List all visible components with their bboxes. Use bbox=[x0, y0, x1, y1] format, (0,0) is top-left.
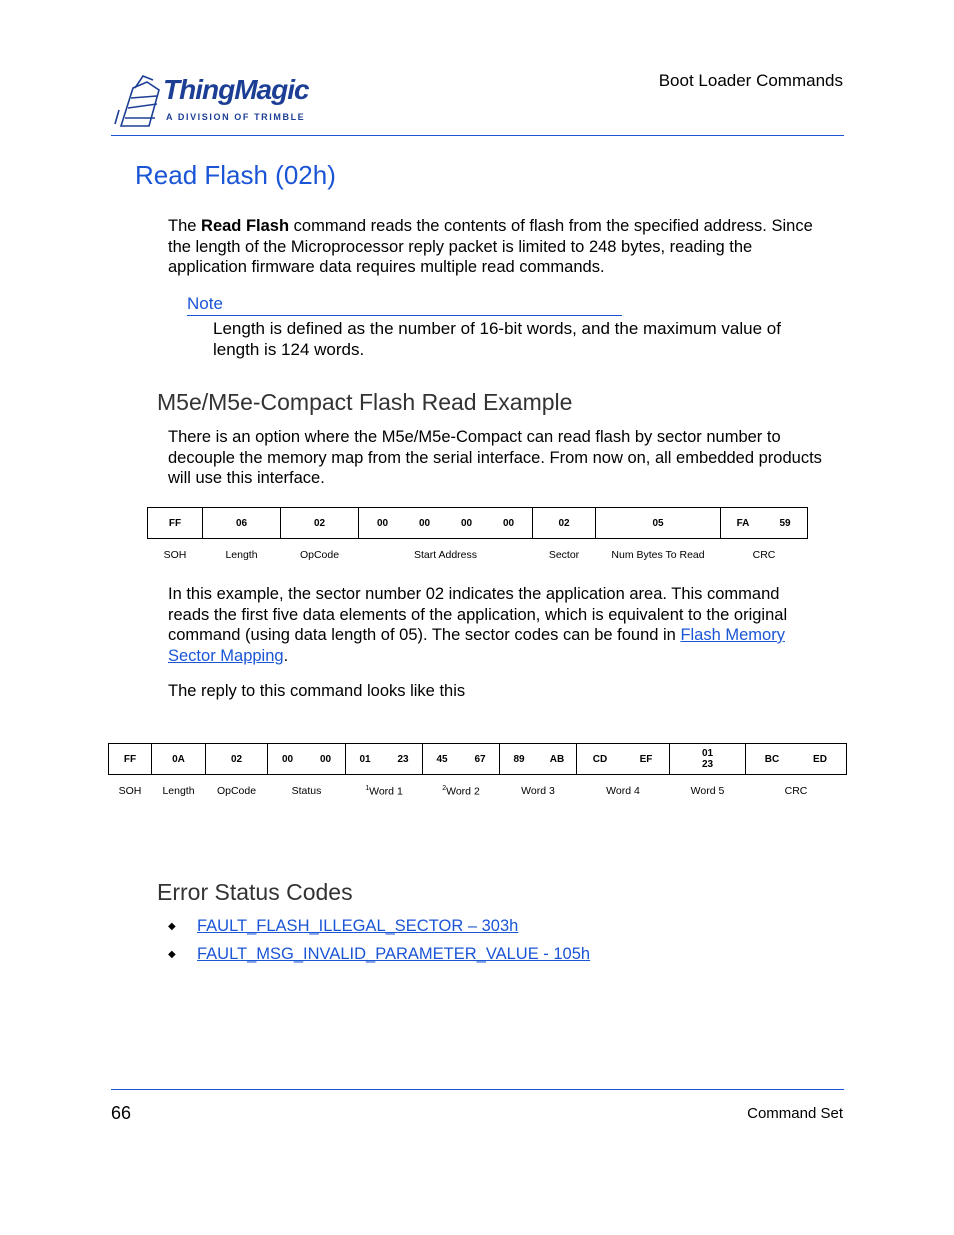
cmd-cell-start-address: 00 00 00 00 bbox=[359, 508, 533, 539]
cmd-label-length: Length bbox=[225, 549, 258, 561]
note-rule bbox=[187, 315, 622, 316]
reply-label-crc: CRC bbox=[784, 785, 808, 798]
reply-cell-word2: 45 67 bbox=[423, 744, 500, 775]
footnote-marker-2: 2 bbox=[442, 785, 447, 792]
reply-cell-word1: 01 23 bbox=[346, 744, 423, 775]
page-title: Read Flash (02h) bbox=[135, 160, 336, 190]
reply-cell-word3: 89 AB bbox=[500, 744, 577, 775]
command-packet-table bbox=[147, 507, 808, 562]
logo-subtitle: A DIVISION OF TRIMBLE bbox=[166, 112, 306, 122]
reply-cell-word4: CD EF bbox=[577, 744, 670, 775]
example-paragraph: There is an option where the M5e/M5e-Compact can read flash by sector number to decouple the memory map from the serial interface. From now on, all embedded products will use this interface. bbox=[168, 428, 822, 487]
error-link-invalid-parameter[interactable]: FAULT_MSG_INVALID_PARAMETER_VALUE - 105h bbox=[197, 945, 591, 963]
cmd-cell-crc: FA 59 bbox=[721, 508, 808, 539]
cmd-cell-sector: 02 bbox=[533, 508, 596, 539]
reply-cell-soh: FF bbox=[109, 744, 152, 775]
intro-paragraph: The Read Flash command reads the contents of flash from the specified address. Since the length of the Microprocessor reply packet is limited to 248 bytes, reading the application firmware data requires multiple read commands. bbox=[168, 217, 813, 276]
footnote-marker-1: 1 bbox=[365, 785, 370, 792]
cmd-cell-opcode: 02 bbox=[281, 508, 359, 539]
explain-paragraph: In this example, the sector number 02 indicates the application area. This command reads the first five data elements of the application, which is equivalent to the original command (using data length of 05). The sector codes can be found in Flash Memory Sector Mapping. bbox=[168, 585, 788, 665]
cmd-label-crc: CRC bbox=[752, 549, 776, 561]
footer-section-title: Command Set bbox=[747, 1105, 843, 1122]
reply-intro: The reply to this command looks like this bbox=[168, 682, 466, 700]
reply-label-word1: $^1$Word 1 bbox=[365, 785, 403, 798]
reply-label-soh: SOH bbox=[118, 785, 142, 798]
footer-rule bbox=[111, 1089, 844, 1090]
reply-cell-crc: BC ED bbox=[746, 744, 847, 775]
cmd-label-start-address: Start Address bbox=[413, 549, 478, 561]
reply-label-opcode: OpCode bbox=[216, 785, 257, 798]
note-text: Length is defined as the number of 16-bit words, and the maximum value of length is 124 words. bbox=[213, 319, 781, 359]
error-link-illegal-sector[interactable]: FAULT_FLASH_ILLEGAL_SECTOR – 303h bbox=[197, 917, 519, 935]
header-rule bbox=[111, 135, 844, 136]
reply-cell-length: 0A bbox=[152, 744, 206, 775]
reply-cell-status: 00 00 bbox=[268, 744, 346, 775]
cmd-label-num-bytes: Num Bytes To Read bbox=[611, 549, 705, 561]
flash-memory-link-part1[interactable]: Flash Memory bbox=[680, 626, 785, 644]
flash-memory-link-part2[interactable]: Sector Mapping bbox=[168, 646, 284, 665]
reply-label-length: Length bbox=[162, 785, 195, 798]
reply-label-word5: Word 5 bbox=[690, 785, 725, 798]
cmd-label-soh: SOH bbox=[163, 549, 187, 561]
reply-label-word2: $^2$Word 2 bbox=[442, 785, 480, 798]
bullet-icon: ◆ bbox=[168, 949, 176, 960]
cmd-cell-num-bytes: 05 bbox=[596, 508, 721, 539]
cmd-cell-soh: FF bbox=[148, 508, 203, 539]
reply-packet-table bbox=[108, 743, 847, 799]
note-label: Note bbox=[187, 294, 223, 313]
reply-label-word3: Word 3 bbox=[521, 785, 555, 798]
cmd-label-sector: Sector bbox=[548, 549, 580, 561]
cmd-label-opcode: OpCode bbox=[299, 549, 340, 561]
logo-wordmark: ThingMagic bbox=[163, 74, 309, 105]
header-section-title: Boot Loader Commands bbox=[658, 71, 843, 90]
reply-label-status: Status bbox=[291, 785, 322, 798]
example-heading: M5e/M5e-Compact Flash Read Example bbox=[157, 389, 573, 415]
bullet-icon: ◆ bbox=[168, 921, 176, 932]
command-name: Read Flash bbox=[201, 217, 290, 235]
reply-label-word4: Word 4 bbox=[606, 785, 640, 798]
error-codes-heading: Error Status Codes bbox=[157, 879, 353, 905]
reply-cell-word5: 0123 bbox=[670, 744, 746, 775]
cmd-cell-length: 06 bbox=[203, 508, 281, 539]
page-number: 66 bbox=[111, 1103, 132, 1123]
reply-cell-opcode: 02 bbox=[206, 744, 268, 775]
